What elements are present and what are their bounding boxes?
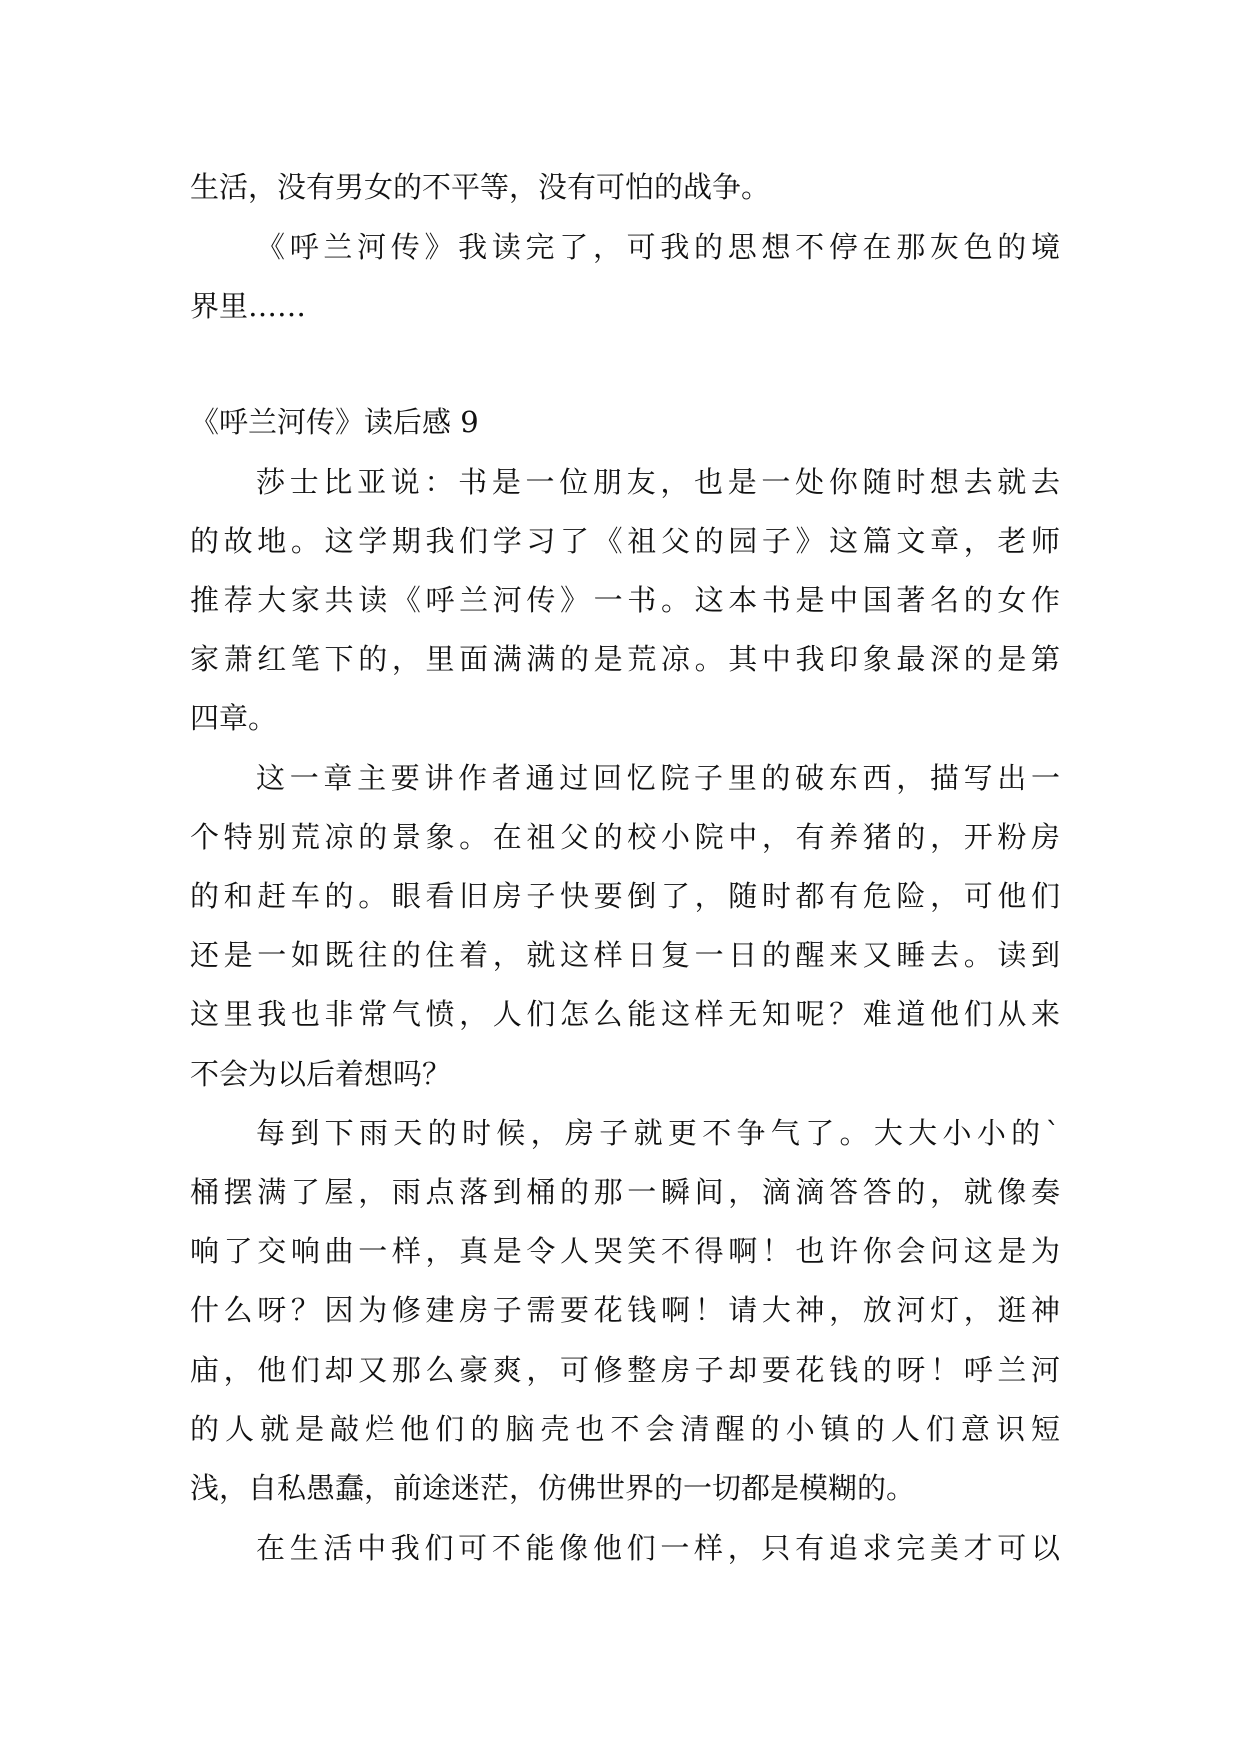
text-line: 这一章主要讲作者通过回忆院子里的破东西，描写出一 [256,761,1060,795]
text-line: 不会为以后着想吗？ [190,1057,452,1091]
text-line: 响了交响曲一样，真是令人哭笑不得啊！也许你会问这是为 [190,1234,1060,1268]
text-line: 生活，没有男女的不平等，没有可怕的战争。 [190,170,771,204]
text-line: 《呼兰河传》我读完了，可我的思想不停在那灰色的境 [256,230,1060,264]
text-line: 推荐大家共读《呼兰河传》一书。这本书是中国著名的女作 [190,583,1060,617]
text-line: 在生活中我们可不能像他们一样，只有追求完美才可以 [256,1531,1060,1565]
text-line: 个特别荒凉的景象。在祖父的校小院中，有养猪的，开粉房 [190,820,1060,854]
section-heading: 《呼兰河传》读后感 9 [190,405,479,439]
text-line: 桶摆满了屋，雨点落到桶的那一瞬间，滴滴答答的，就像奏 [190,1175,1060,1209]
text-line: 的和赶车的。眼看旧房子快要倒了，随时都有危险，可他们 [190,879,1060,913]
text-line: 什么呀？因为修建房子需要花钱啊！请大神，放河灯，逛神 [190,1293,1060,1327]
text-line: 的人就是敲烂他们的脑壳也不会清醒的小镇的人们意识短 [190,1412,1060,1446]
text-line: 四章。 [190,701,278,735]
text-line: 每到下雨天的时候，房子就更不争气了。大大小小的` [256,1116,1060,1150]
text-line: 这里我也非常气愤，人们怎么能这样无知呢？难道他们从来 [190,997,1060,1031]
text-line: 还是一如既往的住着，就这样日复一日的醒来又睡去。读到 [190,938,1060,972]
text-line: 的故地。这学期我们学习了《祖父的园子》这篇文章，老师 [190,524,1060,558]
text-line: 莎士比亚说：书是一位朋友，也是一处你随时想去就去 [256,465,1060,499]
text-line: 庙，他们却又那么豪爽，可修整房子却要花钱的呀！呼兰河 [190,1353,1060,1387]
text-line: 家萧红笔下的，里面满满的是荒凉。其中我印象最深的是第 [190,642,1060,676]
text-line: 界里…… [190,289,307,323]
text-line: 浅，自私愚蠢，前途迷茫，仿佛世界的一切都是模糊的。 [190,1471,916,1505]
